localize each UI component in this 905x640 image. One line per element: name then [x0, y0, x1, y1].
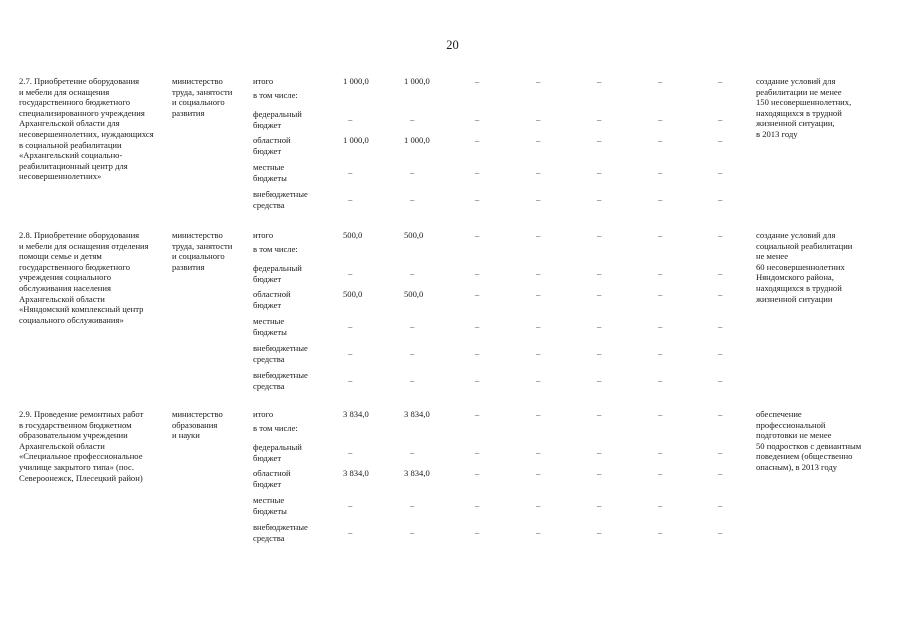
funding-source-line: областной	[253, 289, 291, 299]
dash-mark: –	[658, 447, 663, 457]
dash-mark: –	[475, 167, 480, 177]
funding-source-line: средства	[253, 199, 285, 210]
activity-title-line: реабилитационный центр для	[19, 160, 128, 171]
dash-mark: –	[597, 230, 602, 240]
page-number: 20	[446, 38, 459, 52]
funding-source	[253, 495, 338, 516]
activity-title-line: несовершеннолетних»	[19, 171, 102, 182]
dash-mark: –	[718, 447, 723, 457]
expected-result-line: реабилитации не менее	[756, 86, 842, 97]
expected-result-line: находящихся в трудной	[756, 107, 842, 118]
funding-row	[0, 495, 905, 521]
dash-mark: –	[475, 76, 480, 86]
dash-mark: –	[597, 500, 602, 510]
dash-mark: –	[348, 194, 353, 204]
funding-source-line: местные	[253, 162, 285, 172]
dash-mark: –	[475, 268, 480, 278]
responsible-executor-line: министерство	[172, 76, 223, 86]
funding-row	[0, 468, 905, 494]
funding-row	[0, 109, 905, 135]
funding-source-line: средства	[253, 532, 285, 543]
expected-result-line: в 2013 году	[756, 128, 798, 139]
expected-result-line: жизненной ситуации,	[756, 118, 835, 129]
dash-mark: –	[410, 375, 415, 385]
expected-result-line: обеспечение	[756, 409, 802, 419]
funding-source	[253, 442, 338, 463]
dash-mark: –	[348, 167, 353, 177]
dash-mark: –	[475, 468, 480, 478]
dash-mark: –	[597, 167, 602, 177]
dash-mark: –	[536, 268, 541, 278]
funding-source	[253, 189, 338, 210]
dash-mark: –	[475, 500, 480, 510]
funding-source-line: итого	[253, 76, 274, 86]
dash-mark: –	[348, 321, 353, 331]
dash-mark: –	[718, 348, 723, 358]
activity-title-line: «Архангельский социально-	[19, 150, 123, 161]
funding-source-line: федеральный	[253, 109, 302, 119]
activity-title-line: Архангельской области	[19, 293, 105, 304]
dash-mark: –	[410, 114, 415, 124]
responsible-executor-line: развития	[172, 107, 205, 118]
dash-mark: –	[597, 409, 602, 419]
dash-mark: –	[410, 194, 415, 204]
funding-row	[0, 263, 905, 289]
dash-mark: –	[475, 409, 480, 419]
funding-total: 500,0	[343, 289, 363, 299]
dash-mark: –	[718, 375, 723, 385]
responsible-executor-line: развития	[172, 261, 205, 272]
dash-mark: –	[658, 167, 663, 177]
dash-mark: –	[410, 268, 415, 278]
dash-mark: –	[597, 447, 602, 457]
dash-mark: –	[475, 447, 480, 457]
funding-row	[0, 409, 905, 435]
activity-title-line: «Специальное профессиональное	[19, 451, 143, 462]
dash-mark: –	[410, 500, 415, 510]
activity-title-line: государственного бюджетного	[19, 97, 131, 108]
dash-mark: –	[475, 527, 480, 537]
dash-mark: –	[536, 321, 541, 331]
dash-mark: –	[658, 527, 663, 537]
dash-mark: –	[658, 348, 663, 358]
dash-mark: –	[597, 76, 602, 86]
funding-source-line: бюджеты	[253, 326, 287, 337]
funding-source-line: в том числе:	[253, 422, 298, 433]
activity-title-line: 2.7. Приобретение оборудования	[19, 76, 140, 86]
funding-row	[0, 370, 905, 396]
funding-2013: 500,0	[404, 289, 424, 299]
funding-row	[0, 522, 905, 548]
funding-row	[0, 162, 905, 188]
dash-mark: –	[718, 527, 723, 537]
dash-mark: –	[475, 289, 480, 299]
funding-row	[0, 289, 905, 315]
funding-source	[253, 370, 338, 391]
responsible-executor-line: министерство	[172, 230, 223, 240]
expected-result-line: создание условий для	[756, 230, 836, 240]
funding-source	[253, 263, 338, 284]
funding-source-line: бюджет	[253, 452, 282, 463]
dash-mark: –	[348, 447, 353, 457]
dash-mark: –	[536, 375, 541, 385]
funding-2013: 1 000,0	[404, 76, 430, 86]
dash-mark: –	[536, 114, 541, 124]
activity-title-line: 2.9. Проведение ремонтных работ	[19, 409, 144, 419]
funding-source	[253, 289, 338, 310]
activity-title-line: в государственном бюджетном	[19, 419, 132, 430]
dash-mark: –	[718, 167, 723, 177]
dash-mark: –	[718, 289, 723, 299]
dash-mark: –	[475, 135, 480, 145]
funding-row	[0, 343, 905, 369]
dash-mark: –	[597, 348, 602, 358]
funding-row	[0, 76, 905, 102]
dash-mark: –	[348, 500, 353, 510]
funding-source-line: бюджет	[253, 478, 282, 489]
dash-mark: –	[410, 167, 415, 177]
activity-title-line: государственного бюджетного	[19, 261, 131, 272]
dash-mark: –	[658, 76, 663, 86]
dash-mark: –	[718, 268, 723, 278]
funding-source-line: внебюджетные	[253, 343, 308, 353]
dash-mark: –	[597, 194, 602, 204]
dash-mark: –	[536, 167, 541, 177]
dash-mark: –	[536, 76, 541, 86]
funding-source-line: итого	[253, 230, 274, 240]
dash-mark: –	[718, 230, 723, 240]
dash-mark: –	[658, 194, 663, 204]
dash-mark: –	[348, 527, 353, 537]
dash-mark: –	[410, 321, 415, 331]
expected-result-line: 50 подростков с девиантным	[756, 440, 862, 451]
funding-source	[253, 135, 338, 156]
funding-source-line: федеральный	[253, 442, 302, 452]
expected-result-line: находящихся в трудной	[756, 282, 842, 293]
funding-source-line: местные	[253, 316, 285, 326]
dash-mark: –	[536, 194, 541, 204]
responsible-executor-line: труда, занятости	[172, 86, 233, 97]
dash-mark: –	[658, 409, 663, 419]
expected-result-line: 150 несовершеннолетних,	[756, 97, 852, 108]
activity-title-line: несовершеннолетних, нуждающихся	[19, 128, 154, 139]
funding-2013: 3 834,0	[404, 409, 430, 419]
expected-result-line: не менее	[756, 251, 789, 262]
expected-result-line: 60 несовершеннолетних	[756, 261, 845, 272]
funding-source-line: областной	[253, 135, 291, 145]
activity-title-line: и мебели для оснащения	[19, 86, 110, 97]
funding-source-line: внебюджетные	[253, 370, 308, 380]
funding-source	[253, 109, 338, 130]
dash-mark: –	[658, 468, 663, 478]
dash-mark: –	[475, 194, 480, 204]
funding-source	[253, 409, 338, 433]
activity-title-line: Архангельской области для	[19, 118, 120, 129]
funding-2013: 1 000,0	[404, 135, 430, 145]
dash-mark: –	[658, 500, 663, 510]
dash-mark: –	[536, 230, 541, 240]
dash-mark: –	[718, 135, 723, 145]
dash-mark: –	[718, 114, 723, 124]
responsible-executor-line: и науки	[172, 430, 200, 441]
dash-mark: –	[475, 321, 480, 331]
activity-title-line: образовательном учреждении	[19, 430, 128, 441]
responsible-executor-line: министерство	[172, 409, 223, 419]
funding-source-line: внебюджетные	[253, 522, 308, 532]
expected-result-line: поведением (общественно	[756, 451, 853, 462]
activity-title-line: специализированного учреждения	[19, 107, 145, 118]
expected-result-line: подготовки не менее	[756, 430, 832, 441]
dash-mark: –	[658, 321, 663, 331]
responsible-executor-line: образования	[172, 419, 218, 430]
dash-mark: –	[718, 500, 723, 510]
dash-mark: –	[597, 468, 602, 478]
activity-title-line: «Няндомский комплексный центр	[19, 304, 144, 315]
funding-source-line: областной	[253, 468, 291, 478]
dash-mark: –	[718, 409, 723, 419]
expected-result-line: создание условий для	[756, 76, 836, 86]
dash-mark: –	[348, 348, 353, 358]
dash-mark: –	[536, 289, 541, 299]
activity-title-line: обслуживания населения	[19, 282, 111, 293]
dash-mark: –	[536, 409, 541, 419]
funding-row	[0, 442, 905, 468]
dash-mark: –	[536, 135, 541, 145]
funding-total: 1 000,0	[343, 135, 369, 145]
funding-row	[0, 189, 905, 215]
expected-result-line: жизненной ситуации	[756, 293, 833, 304]
funding-source-line: средства	[253, 353, 285, 364]
dash-mark: –	[597, 375, 602, 385]
dash-mark: –	[718, 468, 723, 478]
funding-source-line: бюджет	[253, 299, 282, 310]
funding-total: 1 000,0	[343, 76, 369, 86]
activity-title-line: в социальной реабилитации	[19, 139, 122, 150]
funding-source	[253, 230, 338, 254]
dash-mark: –	[658, 114, 663, 124]
funding-source-line: в том числе:	[253, 243, 298, 254]
funding-source	[253, 316, 338, 337]
funding-row	[0, 230, 905, 256]
funding-2013: 3 834,0	[404, 468, 430, 478]
funding-row	[0, 135, 905, 161]
dash-mark: –	[718, 76, 723, 86]
dash-mark: –	[597, 527, 602, 537]
dash-mark: –	[718, 321, 723, 331]
dash-mark: –	[475, 348, 480, 358]
dash-mark: –	[410, 527, 415, 537]
funding-source	[253, 468, 338, 489]
dash-mark: –	[348, 114, 353, 124]
responsible-executor-line: труда, занятости	[172, 240, 233, 251]
funding-source	[253, 343, 338, 364]
expected-result-line: опасным), в 2013 году	[756, 461, 838, 472]
funding-total: 3 834,0	[343, 409, 369, 419]
dash-mark: –	[658, 289, 663, 299]
funding-source-line: бюджет	[253, 145, 282, 156]
expected-result-line: профессиональной	[756, 419, 826, 430]
dash-mark: –	[597, 268, 602, 278]
funding-total: 500,0	[343, 230, 363, 240]
dash-mark: –	[718, 194, 723, 204]
dash-mark: –	[410, 348, 415, 358]
dash-mark: –	[475, 114, 480, 124]
activity-title-line: 2.8. Приобретение оборудования	[19, 230, 140, 240]
funding-source-line: средства	[253, 380, 285, 391]
funding-source-line: в том числе:	[253, 89, 298, 100]
expected-result-line: Няндомского района,	[756, 272, 834, 283]
activity-title-line: училище закрытого типа» (пос.	[19, 461, 134, 472]
dash-mark: –	[658, 268, 663, 278]
funding-source	[253, 522, 338, 543]
funding-source-line: бюджеты	[253, 505, 287, 516]
funding-source-line: бюджет	[253, 119, 282, 130]
dash-mark: –	[536, 468, 541, 478]
funding-source-line: бюджет	[253, 273, 282, 284]
funding-total: 3 834,0	[343, 468, 369, 478]
dash-mark: –	[597, 321, 602, 331]
dash-mark: –	[348, 268, 353, 278]
funding-source-line: внебюджетные	[253, 189, 308, 199]
dash-mark: –	[658, 135, 663, 145]
dash-mark: –	[536, 527, 541, 537]
responsible-executor-line: и социального	[172, 97, 225, 108]
activity-title-line: и мебели для оснащения отделения	[19, 240, 149, 251]
funding-source	[253, 76, 338, 100]
funding-source-line: местные	[253, 495, 285, 505]
dash-mark: –	[536, 500, 541, 510]
funding-2013: 500,0	[404, 230, 424, 240]
dash-mark: –	[536, 447, 541, 457]
funding-source-line: федеральный	[253, 263, 302, 273]
activity-title-line: Североонежск, Плесецкий район)	[19, 472, 143, 483]
dash-mark: –	[658, 375, 663, 385]
responsible-executor-line: и социального	[172, 251, 225, 262]
dash-mark: –	[475, 230, 480, 240]
dash-mark: –	[658, 230, 663, 240]
funding-source-line: итого	[253, 409, 274, 419]
dash-mark: –	[597, 114, 602, 124]
activity-title-line: учреждения социального	[19, 272, 112, 283]
dash-mark: –	[475, 375, 480, 385]
dash-mark: –	[597, 135, 602, 145]
dash-mark: –	[410, 447, 415, 457]
expected-result-line: социальной реабилитации	[756, 240, 853, 251]
dash-mark: –	[536, 348, 541, 358]
activity-title-line: социального обслуживания»	[19, 314, 124, 325]
dash-mark: –	[597, 289, 602, 299]
activity-title-line: помощи семье и детям	[19, 251, 102, 262]
funding-source	[253, 162, 338, 183]
activity-title-line: Архангельской области	[19, 440, 105, 451]
funding-source-line: бюджеты	[253, 172, 287, 183]
dash-mark: –	[348, 375, 353, 385]
funding-row	[0, 316, 905, 342]
